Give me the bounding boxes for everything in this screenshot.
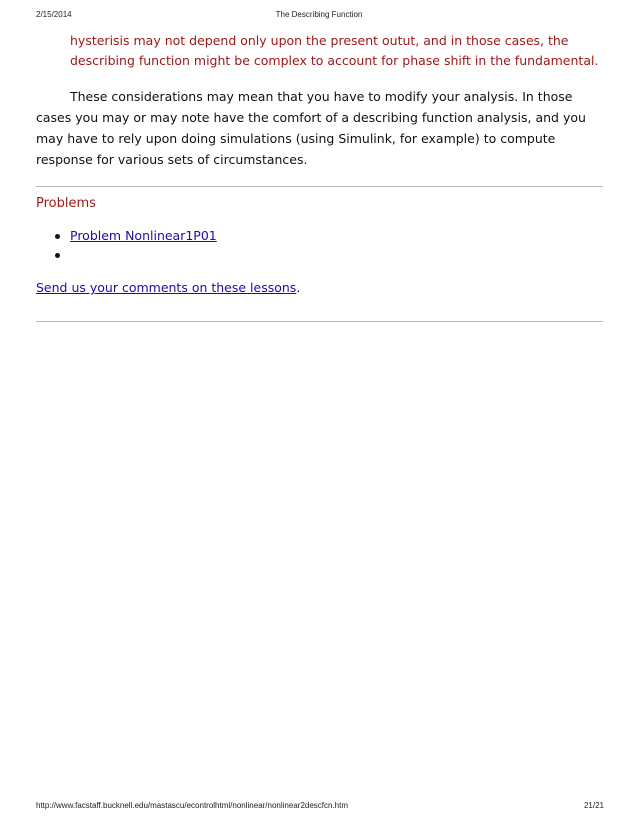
footer-page-number: 21/21 [583, 801, 604, 810]
divider-bottom [36, 321, 603, 322]
list-item [52, 245, 217, 264]
comments-suffix: . [296, 280, 301, 295]
comments-line [36, 278, 300, 297]
divider-top [36, 186, 603, 187]
body-paragraph-text: These considerations may mean that you have to modify your analysis. In those cases you may or may note have the comfort of a describing function analysis, and you may have to rely upon doing simulations (using Simulink, for example) to compute response for various sets of circumstances. [36, 89, 586, 167]
list-item [52, 226, 217, 245]
header-date: 2/15/2014 [36, 10, 72, 19]
comments-link[interactable]: Send us your comments on these lessons [36, 280, 297, 295]
body-paragraph [36, 86, 611, 170]
red-paragraph: hysterisis may not depend only upon the present outut, and in those cases, the describing function might be complex to account for phase shift in the fundamental. [70, 33, 599, 68]
footer-url: http://www.facstaff.bucknell.edu/mastascu/econtrolhtml/nonlinear/nonlinear2descfcn.htm [36, 801, 349, 810]
problem-link[interactable]: Problem Nonlinear1P01 [70, 228, 217, 243]
problems-heading: Problems [36, 196, 96, 211]
problems-list [52, 226, 217, 264]
header-title: The Describing Function [275, 10, 363, 19]
